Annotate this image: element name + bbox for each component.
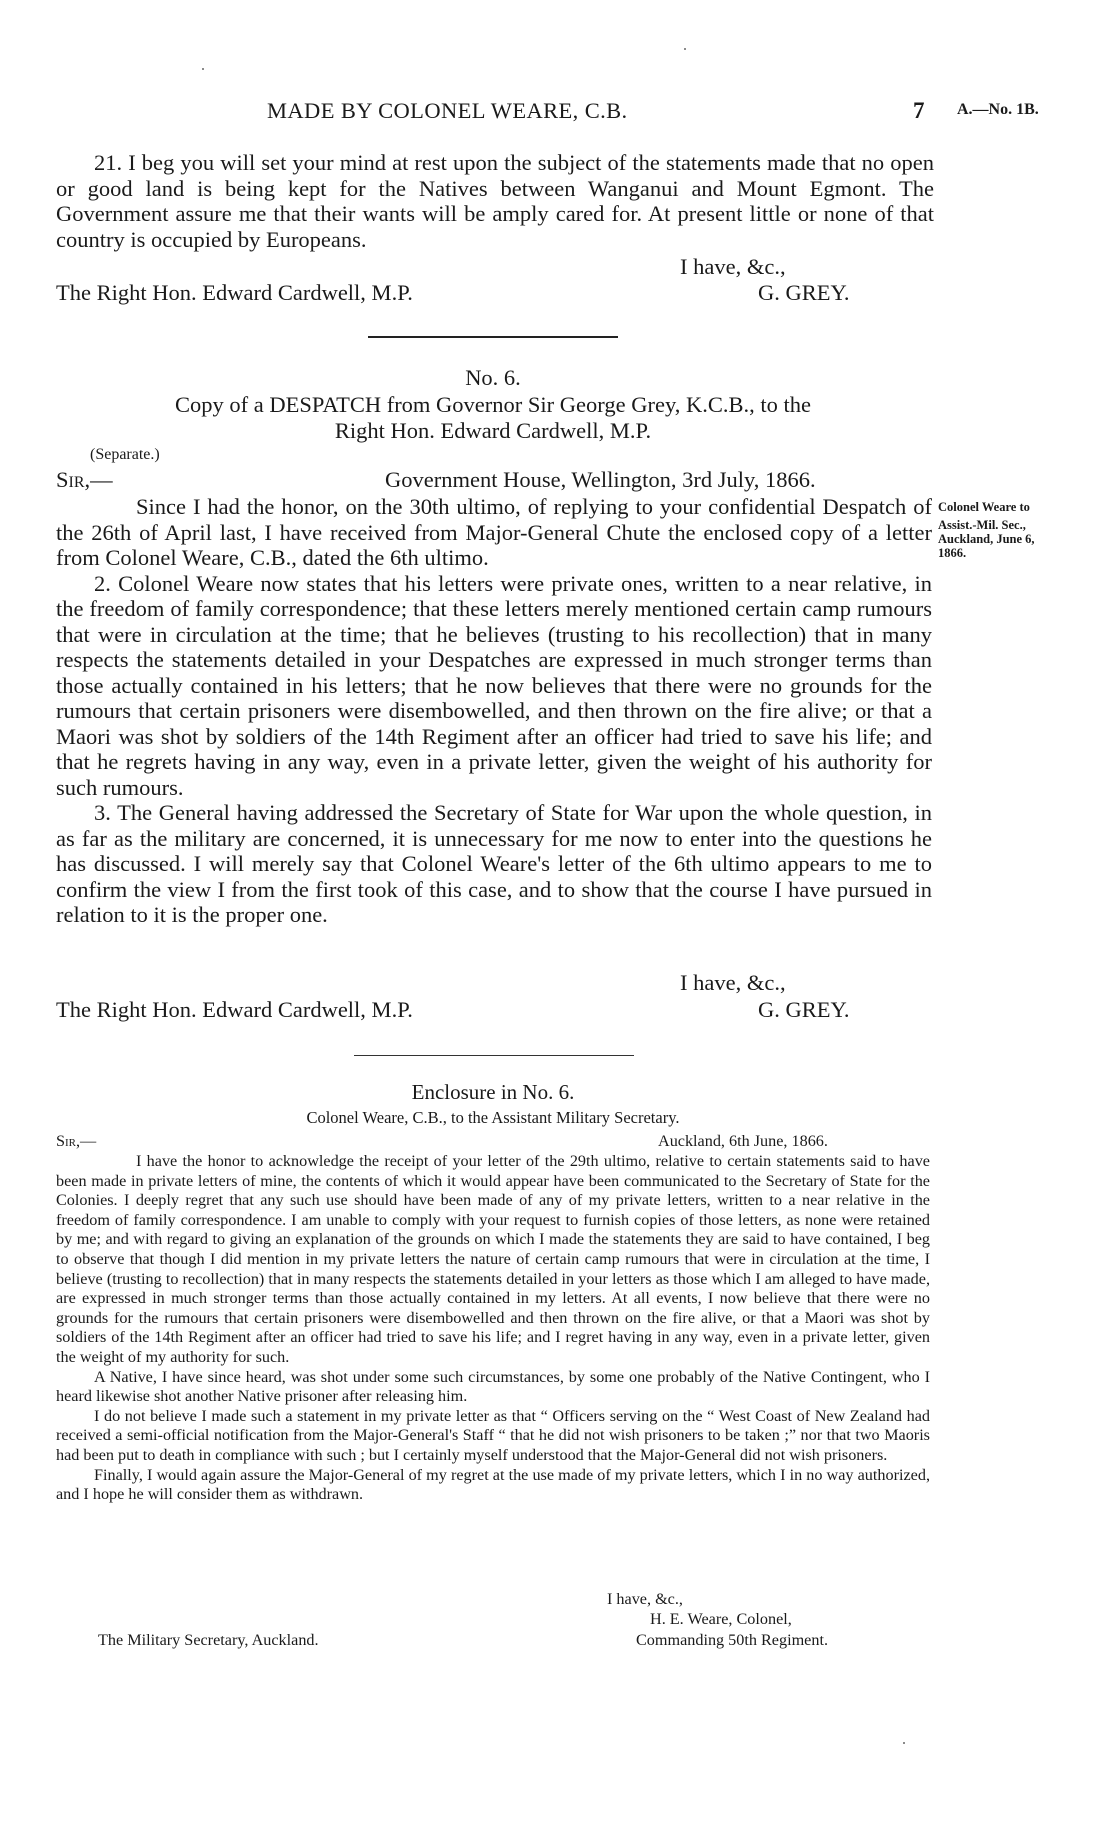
- page-number: 7: [913, 98, 925, 123]
- enclosure-body: [56, 1152, 930, 1505]
- despatch-paragraph-3: 3. The General having addressed the Secretary of State for War upon the whole question, in as far as the military are concerned, it is unnecessary for me now to enter into the questions he has discussed. I will merely say that Colonel Weare's letter of the 6th ultimo appears to me to confirm the view I from the first took of this case, and to show that the course I have pursued in relation to it is the proper one.: [56, 800, 932, 927]
- enclosure-paragraph-2: A Native, I have since heard, was shot under some such circumstances, by some one probably of the Native Contingent, who I heard likewise shot another Native prisoner after releasing him.: [56, 1367, 930, 1406]
- enclosure-place-date: Auckland, 6th June, 1866.: [658, 1132, 828, 1150]
- section-divider-2: [354, 1055, 634, 1056]
- running-header: [0, 98, 1114, 128]
- page-speck: [684, 48, 686, 50]
- despatch-salutation: Sir,—: [56, 467, 113, 492]
- margin-note-line4: 1866.: [938, 546, 967, 560]
- enclosure-paragraph-4: Finally, I would again assure the Major-General of my regret at the use made of my private letters, which I in no way authorized, and I hope he will consider them as withdrawn.: [56, 1465, 930, 1504]
- page-speck: [202, 68, 204, 70]
- margin-note-line1: Colonel Weare to: [938, 500, 1030, 514]
- enclosure-subheading: Colonel Weare, C.B., to the Assistant Military Secretary.: [306, 1108, 680, 1127]
- enclosure-salutation: Sir,—: [56, 1132, 97, 1150]
- top-signature: G. GREY.: [758, 280, 850, 305]
- enclosure-closing: I have, &c.,: [607, 1590, 683, 1608]
- enclosure-addressee: The Military Secretary, Auckland.: [98, 1631, 319, 1649]
- enclosure-paragraph-3: I do not believe I made such a statement in my private letter as that “ Officers serving on the “ West Coast of New Zealand had received a semi-official notification from the Major-General's Staff “ that he did not wish prisoners to be taken ;” nor that two Maoris had been put to death in compliance with such ; but I certainly myself understood that the Major-General did not wish prisoners.: [56, 1406, 930, 1464]
- enclosure-signature-name: H. E. Weare, Colonel,: [650, 1610, 792, 1628]
- despatch-paragraph-1: Since I had the honor, on the 30th ultimo, of replying to your confidential Despatch of the 26th of April last, I have received from Major-General Chute the enclosed copy of a letter from Colonel Weare, C.B., dated the 6th ultimo.: [56, 494, 932, 570]
- despatch-addressee: The Right Hon. Edward Cardwell, M.P.: [56, 997, 413, 1022]
- top-addressee: The Right Hon. Edward Cardwell, M.P.: [56, 280, 413, 305]
- despatch-signature: G. GREY.: [758, 997, 850, 1022]
- top-closing: I have, &c.,: [680, 254, 786, 279]
- despatch-title-2: Right Hon. Edward Cardwell, M.P.: [334, 418, 652, 443]
- enclosure-paragraph-1: I have the honor to acknowledge the receipt of your letter of the 29th ultimo, relative to certain statements said to have been made in private letters of mine, the contents of which it would appear have been communicated to the Secretary of State for the Colonies. I deeply regret that any such use should have been made of any of my private letters, written to a near relative in the freedom of family correspondence. I am unable to comply with your request to furnish copies of those letters, as none were retained by me; and with regard to giving an explanation of the grounds on which I made the statements they are said to have contained, I beg to observe that though I did mention in my private letters the nature of certain camp rumours that were in circulation at the time, I believe (trusting to recollection) that in many respects the statements detailed in your letters as those which I am alleged to have made, are expressed in much stronger terms than those actually contained in my letters. At all events, I now believe that there were no grounds for the rumours that certain prisoners were disembowelled and then thrown on the fire alive, or that a Maori was shot by soldiers of the 14th Regiment after an officer had tried to save his life; and I regret having in any way, even in a private letter, given the weight of my authority for such.: [56, 1152, 930, 1366]
- page-speck: [903, 1742, 905, 1744]
- despatch-place-date: Government House, Wellington, 3rd July, 1866.: [385, 467, 816, 492]
- running-title: MADE BY COLONEL WEARE, C.B.: [267, 98, 628, 123]
- despatch-title-line2: [0, 418, 986, 444]
- paragraph-21-text: 21. I beg you will set your mind at rest upon the subject of the statements made that no open or good land is being kept for the Natives between Wanganui and Mount Egmont. The Government assure me that their wants will be amply cared for. At present little or none of that country is occupied by Europeans.: [56, 150, 934, 252]
- margin-note-line2: Assist.-Mil. Sec.,: [938, 518, 1026, 532]
- separate-label: (Separate.): [90, 446, 160, 463]
- document-reference: A.—No. 1B.: [957, 101, 1039, 118]
- despatch-title-1: Copy of a DESPATCH from Governor Sir George Grey, K.C.B., to the: [175, 392, 811, 417]
- despatch-body: [56, 494, 932, 928]
- despatch-number: No. 6.: [465, 365, 521, 390]
- despatch-closing: I have, &c.,: [680, 970, 786, 995]
- margin-note-line3: Auckland, June 6,: [938, 532, 1035, 546]
- enclosure-heading: Enclosure in No. 6.: [411, 1080, 575, 1104]
- margin-note: [938, 500, 1098, 560]
- section-divider: [368, 336, 618, 338]
- despatch-title-line1: [0, 392, 986, 418]
- enclosure-signature-title: Commanding 50th Regiment.: [636, 1631, 828, 1649]
- paragraph-21: [56, 150, 934, 252]
- despatch-paragraph-2: 2. Colonel Weare now states that his letters were private ones, written to a near relative, in the freedom of family correspondence; that these letters merely mentioned certain camp rumours that were in circulation at the time; that he believes (trusting to his recollection) that in many respects the statements detailed in your Despatches are expressed in much stronger terms than those actually contained in his letters; that he now believes that there were no grounds for the rumours that certain prisoners were disembowelled, and then thrown on the fire alive; or that a Maori was shot by soldiers of the 14th Regiment after an officer had tried to save his life; and that he regrets having in any way, even in a private letter, given the weight of his authority for such rumours.: [56, 570, 932, 800]
